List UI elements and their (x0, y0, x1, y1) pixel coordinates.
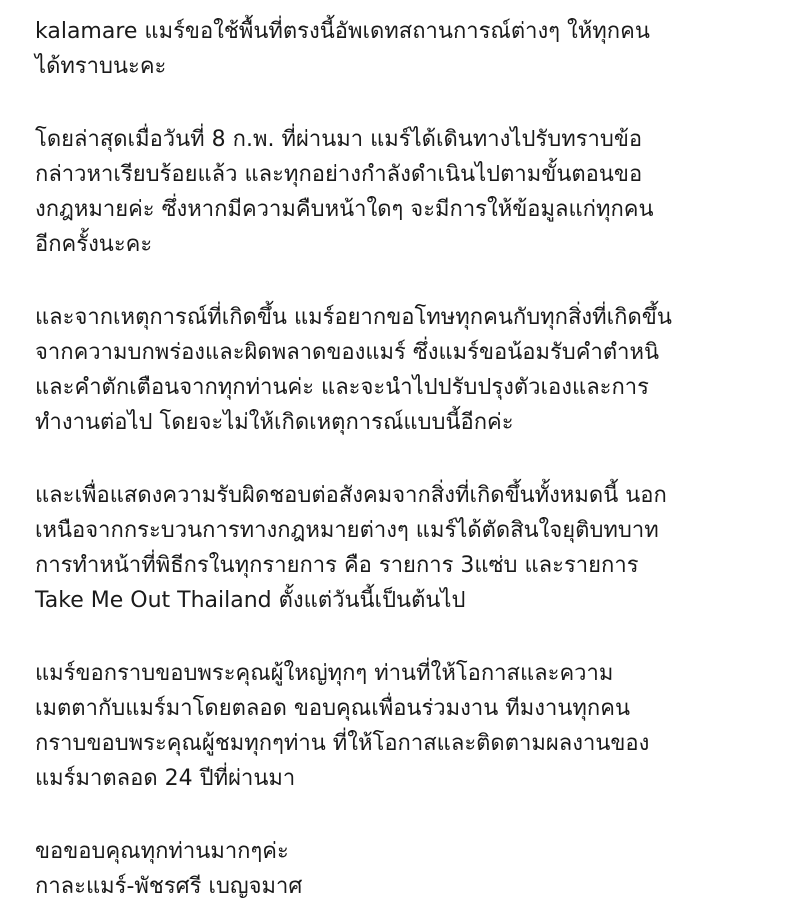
text-line: กราบขอบพระคุณผู้ชมทุกๆท่าน ที่ให้โอกาสและติดตามผลงานของ (35, 731, 650, 756)
text-line: และเพื่อแสดงความรับผิดชอบต่อสังคมจากสิ่งที่เกิดขึ้นทั้งหมดนี้ นอก (35, 483, 667, 508)
closing-line: ขอขอบคุณทุกท่านมากๆค่ะ (35, 839, 289, 864)
text-line: เหนือจากกระบวนการทางกฎหมายต่างๆ แมร์ได้ตัดสินใจยุติบทบาท (35, 518, 659, 543)
text-line: โดยล่าสุดเมื่อวันที่ 8 ก.พ. ที่ผ่านมา แมร์ได้เดินทางไปรับทราบข้อ (35, 127, 643, 152)
text-line: จากความบกพร่องและผิดพลาดของแมร์ ซึ่งแมร์ขอน้อมรับคำตำหนิ (35, 340, 660, 365)
paragraph-apology (35, 300, 780, 440)
text-line: การทำหน้าที่พิธีกรในทุกรายการ คือ รายการ 3แซ่บ และรายการ (35, 553, 639, 578)
text-line: อีกครั้งนะคะ (35, 232, 153, 257)
signature-name: กาละแมร์-พัชรศรี เบญจมาศ (35, 874, 303, 899)
text-line: แมร์ขอกราบขอบพระคุณผู้ใหญ่ทุกๆ ท่านที่ให้โอกาสและความ (35, 661, 614, 686)
text-line: กล่าวหาเรียบร้อยแล้ว และทุกอย่างกำลังดำเนินไปตามขั้นตอนขอ (35, 162, 643, 187)
text-line: Take Me Out Thailand ตั้งแต่วันนี้เป็นต้นไป (35, 588, 466, 613)
paragraph-intro (35, 14, 780, 84)
paragraph-signoff (35, 834, 780, 904)
text-line: ได้ทราบนะคะ (35, 54, 167, 79)
text-line: และจากเหตุการณ์ที่เกิดขึ้น แมร์อยากขอโทษทุกคนกับทุกสิ่งที่เกิดขึ้น (35, 305, 672, 330)
text-line: และคำตักเตือนจากทุกท่านค่ะ และจะนำไปปรับปรุงตัวเองและการ (35, 375, 649, 400)
paragraph-legal-update (35, 122, 780, 262)
text-line: kalamare แมร์ขอใช้พื้นที่ตรงนี้อัพเดทสถานการณ์ต่างๆ ให้ทุกคน (35, 19, 650, 44)
paragraph-resignation (35, 478, 780, 618)
paragraph-thanks (35, 656, 780, 796)
text-line: ทำงานต่อไป โดยจะไม่ให้เกิดเหตุการณ์แบบนี้อีกค่ะ (35, 410, 514, 435)
text-line: งกฎหมายค่ะ ซึ่งหากมีความคืบหน้าใดๆ จะมีการให้ข้อมูลแก่ทุกคน (35, 197, 654, 222)
text-line: แมร์มาตลอด 24 ปีที่ผ่านมา (35, 766, 296, 791)
text-line: เมตตากับแมร์มาโดยตลอด ขอบคุณเพื่อนร่วมงาน ทีมงานทุกคน (35, 696, 630, 721)
